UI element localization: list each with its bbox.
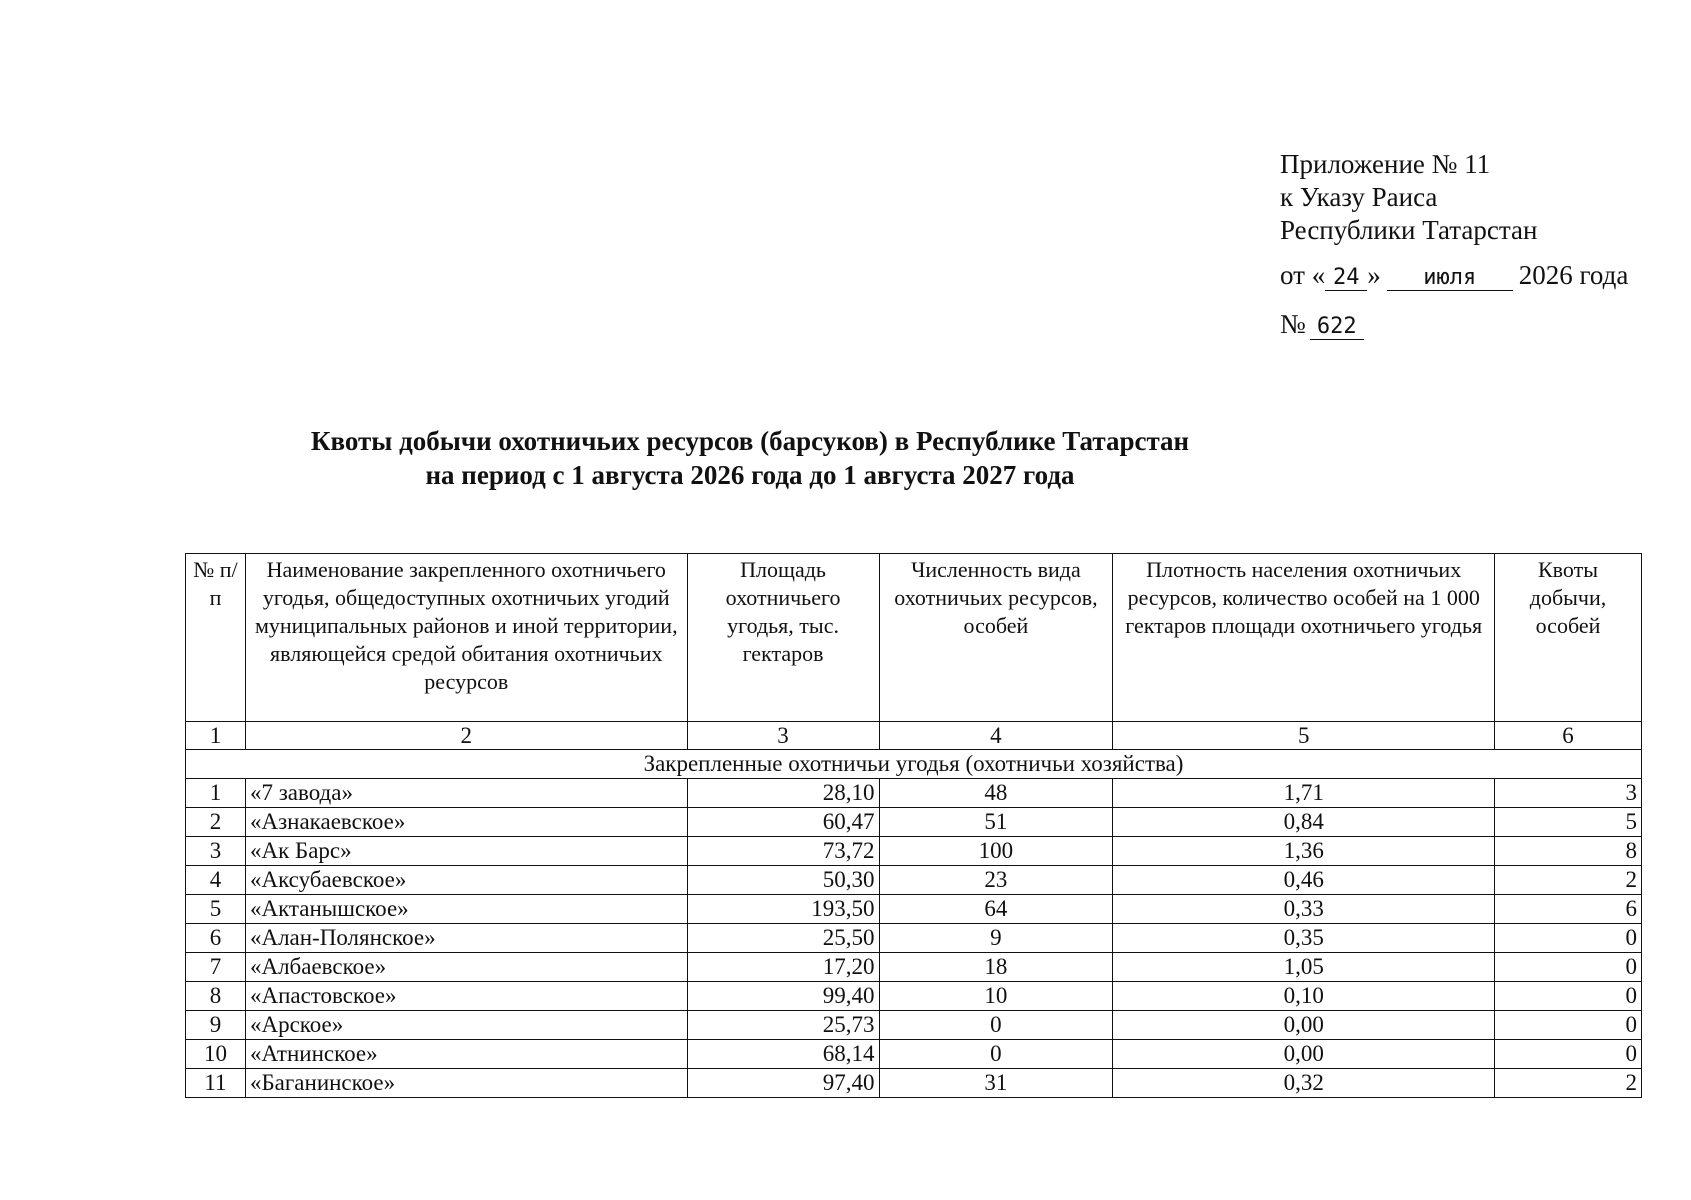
cell-density: 0,46 <box>1113 866 1495 895</box>
column-number: 4 <box>879 722 1113 750</box>
header-index: № п/п <box>186 554 246 722</box>
column-number-row <box>186 722 1642 750</box>
quota-table <box>185 553 1642 1098</box>
table-row <box>186 837 1642 866</box>
cell-count: 0 <box>879 1011 1113 1040</box>
table-row <box>186 866 1642 895</box>
cell-index: 9 <box>186 1011 246 1040</box>
appendix-number <box>1280 308 1628 341</box>
cell-quota: 2 <box>1495 1069 1642 1098</box>
title-line-2: на период с 1 августа 2026 года до 1 августа 2027 года <box>425 460 1075 490</box>
cell-density: 0,32 <box>1113 1069 1495 1098</box>
cell-name: «7 завода» <box>245 779 687 808</box>
table-row <box>186 1011 1642 1040</box>
cell-quota: 0 <box>1495 1040 1642 1069</box>
cell-count: 9 <box>879 924 1113 953</box>
cell-density: 0,84 <box>1113 808 1495 837</box>
cell-name: «Актанышское» <box>245 895 687 924</box>
appendix-line-1: Приложение № 11 <box>1280 149 1491 179</box>
date-mid: » <box>1367 260 1381 290</box>
header-name: Наименование закрепленного охотничьего угодья, общедоступных охотничьих угодий муниципальных районов и иной территории, являющейся средой обитания охотничьих ресурсов <box>245 554 687 722</box>
cell-quota: 6 <box>1495 895 1642 924</box>
cell-quota: 0 <box>1495 953 1642 982</box>
appendix-line-2: к Указу Раиса <box>1280 182 1438 212</box>
cell-area: 97,40 <box>687 1069 879 1098</box>
cell-area: 25,50 <box>687 924 879 953</box>
cell-index: 4 <box>186 866 246 895</box>
cell-name: «Алан-Полянское» <box>245 924 687 953</box>
cell-density: 0,35 <box>1113 924 1495 953</box>
column-number: 1 <box>186 722 246 750</box>
cell-count: 31 <box>879 1069 1113 1098</box>
column-number: 5 <box>1113 722 1495 750</box>
cell-count: 64 <box>879 895 1113 924</box>
section-row <box>186 750 1642 779</box>
cell-area: 25,73 <box>687 1011 879 1040</box>
cell-count: 0 <box>879 1040 1113 1069</box>
cell-index: 5 <box>186 895 246 924</box>
cell-count: 100 <box>879 837 1113 866</box>
cell-area: 28,10 <box>687 779 879 808</box>
cell-count: 23 <box>879 866 1113 895</box>
cell-density: 1,36 <box>1113 837 1495 866</box>
cell-area: 17,20 <box>687 953 879 982</box>
table-row <box>186 924 1642 953</box>
cell-quota: 0 <box>1495 1011 1642 1040</box>
appendix-date <box>1280 259 1628 292</box>
cell-count: 10 <box>879 982 1113 1011</box>
cell-count: 51 <box>879 808 1113 837</box>
cell-index: 3 <box>186 837 246 866</box>
cell-quota: 8 <box>1495 837 1642 866</box>
cell-density: 0,10 <box>1113 982 1495 1011</box>
date-prefix: от « <box>1280 260 1326 290</box>
table-row <box>186 982 1642 1011</box>
table-row <box>186 808 1642 837</box>
cell-name: «Ак Барс» <box>245 837 687 866</box>
cell-quota: 3 <box>1495 779 1642 808</box>
cell-index: 11 <box>186 1069 246 1098</box>
cell-quota: 2 <box>1495 866 1642 895</box>
cell-density: 1,05 <box>1113 953 1495 982</box>
cell-name: «Баганинское» <box>245 1069 687 1098</box>
header-quota: Квоты добычи, особей <box>1495 554 1642 722</box>
section-title: Закрепленные охотничьи угодья (охотничьи хозяйства) <box>186 750 1642 779</box>
table-header-row <box>186 554 1642 722</box>
table-row <box>186 1069 1642 1098</box>
cell-index: 7 <box>186 953 246 982</box>
cell-name: «Апастовское» <box>245 982 687 1011</box>
cell-area: 99,40 <box>687 982 879 1011</box>
table-row <box>186 895 1642 924</box>
date-day: 24 <box>1325 266 1367 291</box>
cell-index: 6 <box>186 924 246 953</box>
cell-name: «Албаевское» <box>245 953 687 982</box>
cell-area: 60,47 <box>687 808 879 837</box>
date-year: 2026 года <box>1518 260 1629 290</box>
decree-number: 622 <box>1310 315 1364 340</box>
number-prefix: № <box>1280 309 1306 339</box>
cell-name: «Атнинское» <box>245 1040 687 1069</box>
cell-density: 1,71 <box>1113 779 1495 808</box>
cell-quota: 5 <box>1495 808 1642 837</box>
header-count: Численность вида охотничьих ресурсов, особей <box>879 554 1113 722</box>
title-line-1: Квоты добычи охотничьих ресурсов (барсуков) в Республике Татарстан <box>310 426 1190 456</box>
cell-area: 50,30 <box>687 866 879 895</box>
cell-name: «Азнакаевское» <box>245 808 687 837</box>
date-month: июля <box>1387 266 1513 291</box>
cell-area: 73,72 <box>687 837 879 866</box>
cell-area: 68,14 <box>687 1040 879 1069</box>
cell-density: 0,33 <box>1113 895 1495 924</box>
table-row <box>186 1040 1642 1069</box>
appendix-block <box>1280 148 1628 341</box>
header-density: Плотность населения охотничьих ресурсов, количество особей на 1 000 гектаров площади охотничьего угодья <box>1113 554 1495 722</box>
table-row <box>186 779 1642 808</box>
column-number: 3 <box>687 722 879 750</box>
header-area: Площадь охотничьего угодья, тыс. гектаров <box>687 554 879 722</box>
cell-index: 2 <box>186 808 246 837</box>
cell-density: 0,00 <box>1113 1011 1495 1040</box>
column-number: 6 <box>1495 722 1642 750</box>
cell-name: «Арское» <box>245 1011 687 1040</box>
table-row <box>186 953 1642 982</box>
cell-area: 193,50 <box>687 895 879 924</box>
cell-index: 10 <box>186 1040 246 1069</box>
cell-count: 18 <box>879 953 1113 982</box>
cell-quota: 0 <box>1495 924 1642 953</box>
cell-name: «Аксубаевское» <box>245 866 687 895</box>
column-number: 2 <box>245 722 687 750</box>
cell-index: 1 <box>186 779 246 808</box>
cell-density: 0,00 <box>1113 1040 1495 1069</box>
cell-quota: 0 <box>1495 982 1642 1011</box>
cell-index: 8 <box>186 982 246 1011</box>
cell-count: 48 <box>879 779 1113 808</box>
document-title <box>230 424 1270 492</box>
appendix-line-3: Республики Татарстан <box>1280 215 1538 245</box>
